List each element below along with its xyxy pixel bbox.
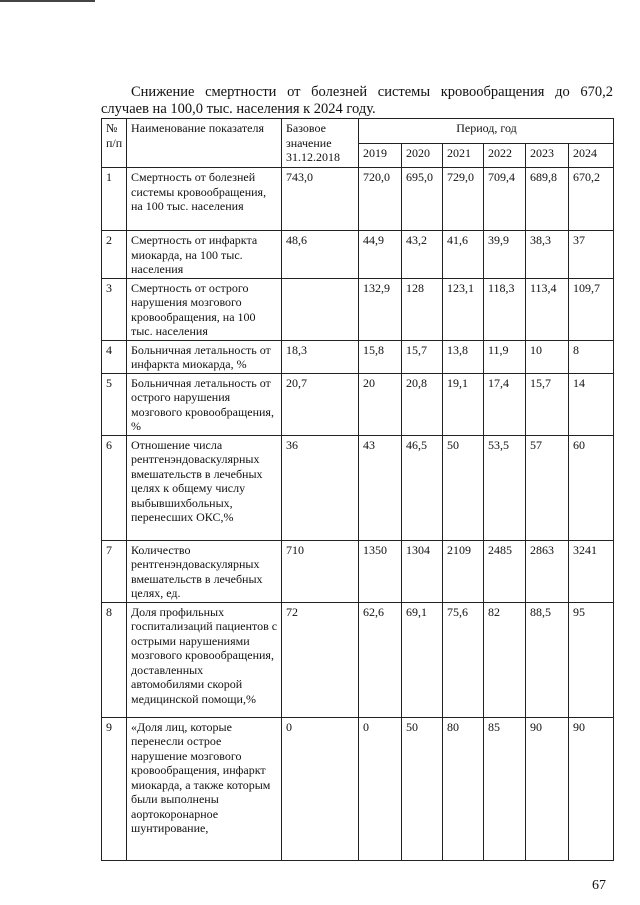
- table-row: [102, 717, 614, 860]
- row-value: 3241: [569, 540, 614, 602]
- header-name: Наименование показателя: [127, 119, 282, 168]
- row-value: 69,1: [402, 602, 443, 717]
- scan-edge-mark: [0, 0, 95, 2]
- row-value: 95: [569, 602, 614, 717]
- row-base: 48,6: [282, 231, 359, 279]
- header-year: 2019: [359, 144, 402, 168]
- row-value: 44,9: [359, 231, 402, 279]
- row-base: [282, 278, 359, 340]
- row-value: 19,1: [443, 373, 484, 435]
- row-value: 2485: [484, 540, 526, 602]
- row-base: 18,3: [282, 340, 359, 373]
- row-num: 1: [102, 168, 127, 231]
- row-value: 20,8: [402, 373, 443, 435]
- row-value: 695,0: [402, 168, 443, 231]
- row-value: 60: [569, 435, 614, 540]
- row-num: 4: [102, 340, 127, 373]
- row-value: 82: [484, 602, 526, 717]
- row-value: 37: [569, 231, 614, 279]
- table-row: [102, 168, 614, 231]
- row-value: 62,6: [359, 602, 402, 717]
- row-name: Больничная летальность от острого нарушения мозгового кровообращения, %: [127, 373, 282, 435]
- table-body: [102, 168, 614, 861]
- row-value: 46,5: [402, 435, 443, 540]
- row-name: Смертность от инфаркта миокарда, на 100 тыс. населения: [127, 231, 282, 279]
- row-value: 43: [359, 435, 402, 540]
- heading-line-1: Снижение смертности от болезней системы кровообращения до 670,2: [131, 84, 613, 100]
- row-value: 85: [484, 717, 526, 860]
- row-name: Доля профильных госпитализаций пациентов с острыми нарушениями мозгового кровообращения, доставленных автомобилями скорой медицинской помощи,%: [127, 602, 282, 717]
- row-name: Смертность от острого нарушения мозгового кровообращения, на 100 тыс. населения: [127, 278, 282, 340]
- header-num: № п/п: [102, 119, 127, 168]
- row-value: 1350: [359, 540, 402, 602]
- row-value: 50: [402, 717, 443, 860]
- row-value: 13,8: [443, 340, 484, 373]
- row-num: 2: [102, 231, 127, 279]
- table-row: [102, 231, 614, 279]
- row-value: 50: [443, 435, 484, 540]
- header-base: Базовое значение 31.12.2018: [282, 119, 359, 168]
- row-value: 709,4: [484, 168, 526, 231]
- row-value: 132,9: [359, 278, 402, 340]
- row-num: 8: [102, 602, 127, 717]
- table-row: [102, 373, 614, 435]
- row-name: Количество рентгенэндоваскулярных вмешательств в лечебных целях, ед.: [127, 540, 282, 602]
- header-period: Период, год: [359, 119, 614, 144]
- row-value: 17,4: [484, 373, 526, 435]
- row-value: 109,7: [569, 278, 614, 340]
- row-name: Отношение числа рентгенэндоваскулярных вмешательств в лечебных целях к общему числу выбывшихбольных, перенесших ОКС,%: [127, 435, 282, 540]
- document-heading: [101, 84, 613, 118]
- row-num: 7: [102, 540, 127, 602]
- header-year: 2020: [402, 144, 443, 168]
- table-row: [102, 435, 614, 540]
- row-value: 88,5: [526, 602, 569, 717]
- row-value: 11,9: [484, 340, 526, 373]
- row-base: 0: [282, 717, 359, 860]
- row-num: 3: [102, 278, 127, 340]
- row-value: 15,7: [402, 340, 443, 373]
- row-base: 20,7: [282, 373, 359, 435]
- row-value: 38,3: [526, 231, 569, 279]
- row-num: 5: [102, 373, 127, 435]
- row-base: 36: [282, 435, 359, 540]
- row-base: 710: [282, 540, 359, 602]
- row-value: 41,6: [443, 231, 484, 279]
- row-value: 729,0: [443, 168, 484, 231]
- row-value: 80: [443, 717, 484, 860]
- row-value: 2863: [526, 540, 569, 602]
- row-value: 75,6: [443, 602, 484, 717]
- row-value: 123,1: [443, 278, 484, 340]
- page-number: 67: [592, 878, 606, 893]
- row-value: 0: [359, 717, 402, 860]
- row-value: 53,5: [484, 435, 526, 540]
- header-year: 2021: [443, 144, 484, 168]
- row-value: 689,8: [526, 168, 569, 231]
- row-value: 118,3: [484, 278, 526, 340]
- row-base: 72: [282, 602, 359, 717]
- row-value: 90: [526, 717, 569, 860]
- table-row: [102, 540, 614, 602]
- row-value: 43,2: [402, 231, 443, 279]
- row-value: 10: [526, 340, 569, 373]
- row-value: 57: [526, 435, 569, 540]
- row-value: 15,8: [359, 340, 402, 373]
- header-year: 2024: [569, 144, 614, 168]
- row-name: Больничная летальность от инфаркта миокарда, %: [127, 340, 282, 373]
- indicators-table: [101, 118, 614, 861]
- row-name: Смертность от болезней системы кровообращения, на 100 тыс. населения: [127, 168, 282, 231]
- header-year: 2022: [484, 144, 526, 168]
- heading-line-2: случаев на 100,0 тыс. населения к 2024 году.: [101, 101, 376, 117]
- row-value: 14: [569, 373, 614, 435]
- row-value: 20: [359, 373, 402, 435]
- row-value: 670,2: [569, 168, 614, 231]
- row-value: 39,9: [484, 231, 526, 279]
- row-num: 9: [102, 717, 127, 860]
- row-value: 2109: [443, 540, 484, 602]
- table-row: [102, 340, 614, 373]
- row-value: 15,7: [526, 373, 569, 435]
- row-value: 128: [402, 278, 443, 340]
- table-row: [102, 278, 614, 340]
- row-value: 8: [569, 340, 614, 373]
- row-value: 113,4: [526, 278, 569, 340]
- row-name: «Доля лиц, которые перенесли острое нарушение мозгового кровообращения, инфаркт миокарда, а также которым были выполнены аортокоронарное шунтирование,: [127, 717, 282, 860]
- row-value: 720,0: [359, 168, 402, 231]
- row-value: 90: [569, 717, 614, 860]
- row-base: 743,0: [282, 168, 359, 231]
- table-header-row: [102, 119, 614, 144]
- table-row: [102, 602, 614, 717]
- header-year: 2023: [526, 144, 569, 168]
- row-value: 1304: [402, 540, 443, 602]
- row-num: 6: [102, 435, 127, 540]
